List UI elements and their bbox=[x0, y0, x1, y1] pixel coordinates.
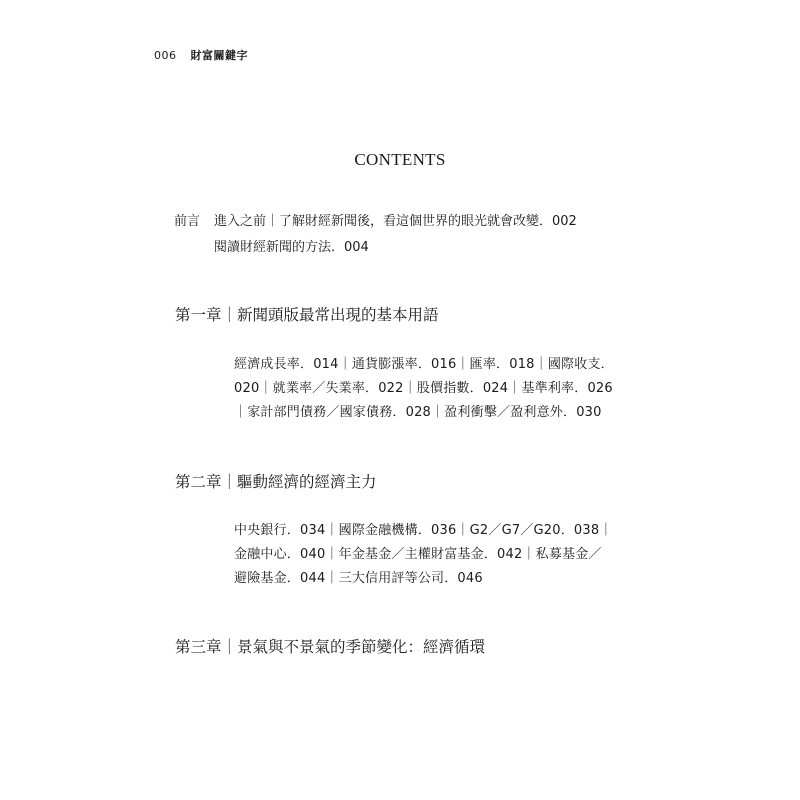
book-title: 財富關鍵字 bbox=[190, 49, 248, 62]
chapter-1-entries: ｜家計部門債務／國家債務．028｜盈利衝擊／盈利意外．030 bbox=[234, 405, 602, 420]
chapter-3-title: 第三章｜景氣與不景氣的季節變化：經濟循環 bbox=[175, 638, 486, 656]
preface-line: 閱讀財經新聞的方法．004 bbox=[214, 240, 369, 255]
preface-label: 前言 bbox=[174, 214, 201, 229]
page-number: 006 bbox=[154, 49, 177, 62]
preface-line: 進入之前｜了解財經新聞後，看這個世界的眼光就會改變．002 bbox=[214, 214, 577, 229]
chapter-2-entries: 中央銀行．034｜國際金融機構．036｜G2／G7／G20．038｜ bbox=[234, 523, 613, 538]
chapter-1-entries: 經濟成長率．014｜通貨膨漲率．016｜匯率．018｜國際收支． bbox=[234, 357, 614, 372]
running-header bbox=[154, 47, 248, 63]
chapter-2-title: 第二章｜驅動經濟的經濟主力 bbox=[175, 473, 377, 491]
chapter-1-entries: 020｜就業率／失業率．022｜股價指數．024｜基準利率．026 bbox=[234, 381, 613, 396]
chapter-2-entries: 金融中心．040｜年金基金／主權財富基金．042｜私募基金／ bbox=[234, 547, 602, 562]
chapter-1-title: 第一章｜新聞頭版最常出現的基本用語 bbox=[175, 306, 439, 324]
contents-heading: CONTENTS bbox=[354, 150, 446, 169]
chapter-2-entries: 避險基金．044｜三大信用評等公司．046 bbox=[234, 571, 483, 586]
